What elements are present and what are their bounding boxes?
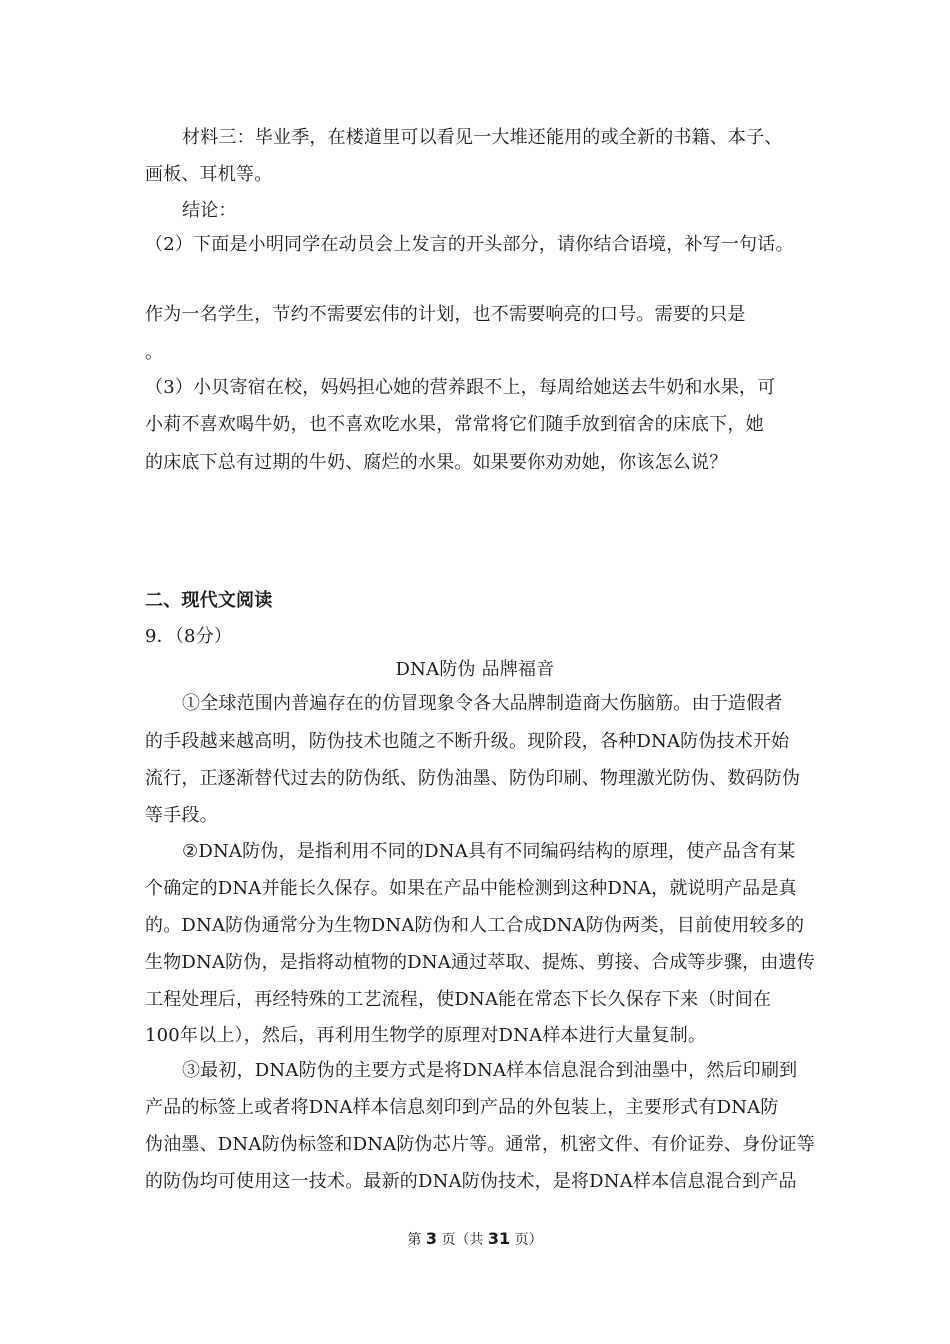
paragraph-2-line-4: 生物DNA防伪，是指将动植物的DNA通过萃取、提炼、剪接、合成等步骤，由遗传 xyxy=(145,952,815,973)
paragraph-2-line-1: ②DNA防伪，是指利用不同的DNA具有不同编码结构的原理，使产品含有某 xyxy=(182,841,796,862)
paragraph-3-line-1: ③最初，DNA防伪的主要方式是将DNA样本信息混合到油墨中，然后印刷到 xyxy=(182,1060,798,1081)
paragraph-2-line-3: 的。DNA防伪通常分为生物DNA防伪和人工合成DNA防伪两类，目前使用较多的 xyxy=(145,915,805,936)
page-footer xyxy=(0,1229,950,1250)
paragraph-3-line-3: 伪油墨、DNA防伪标签和DNA防伪芯片等。通常，机密文件、有价证券、身份证等 xyxy=(145,1134,815,1155)
question-3-line-2: 小莉不喜欢喝牛奶，也不喜欢吃水果，常常将它们随手放到宿舍的床底下，她 xyxy=(145,414,764,435)
paragraph-2-line-6: 100年以上），然后，再利用生物学的原理对DNA样本进行大量复制。 xyxy=(145,1025,707,1046)
paragraph-1-line-4: 等手段。 xyxy=(145,805,218,826)
paragraph-1-line-1: ①全球范围内普遍存在的仿冒现象令各大品牌制造商大伤脑筋。由于造假者 xyxy=(182,693,783,714)
paragraph-1-line-3: 流行，正逐渐替代过去的防伪纸、防伪油墨、防伪印刷、物理激光防伪、数码防伪 xyxy=(145,768,801,789)
footer-page-number: 3 xyxy=(425,1229,437,1248)
material-three-line-2: 画板、耳机等。 xyxy=(145,164,273,185)
speech-opening-line-1: 作为一名学生，节约不需要宏伟的计划，也不需要响亮的口号。需要的只是 xyxy=(145,304,746,325)
footer-suffix: 页） xyxy=(514,1232,543,1248)
paragraph-1-line-2: 的手段越来越高明，防伪技术也随之不断升级。现阶段，各种DNA防伪技术开始 xyxy=(145,731,790,752)
section-heading: 二、现代文阅读 xyxy=(145,590,273,611)
paragraph-3-line-4: 的防伪均可使用这一技术。最新的DNA防伪技术，是将DNA样本信息混合到产品 xyxy=(145,1171,797,1192)
footer-total-pages: 31 xyxy=(487,1229,511,1248)
footer-prefix: 第 xyxy=(407,1232,422,1248)
conclusion-label: 结论： xyxy=(182,200,237,221)
question-3-line-3: 的床底下总有过期的牛奶、腐烂的水果。如果要你劝劝她，你该怎么说？ xyxy=(145,452,728,473)
material-three-line-1: 材料三：毕业季，在楼道里可以看见一大堆还能用的或全新的书籍、本子、 xyxy=(182,127,783,148)
question-9-label: 9．（8分） xyxy=(145,626,233,647)
article-title: DNA防伪 品牌福音 xyxy=(395,659,555,680)
speech-opening-line-2: 。 xyxy=(145,342,164,363)
footer-middle: 页（共 xyxy=(441,1232,484,1248)
paragraph-3-line-2: 产品的标签上或者将DNA样本信息刻印到产品的外包装上，主要形式有DNA防 xyxy=(145,1097,779,1118)
paragraph-2-line-5: 工程处理后，再经特殊的工艺流程，使DNA能在常态下长久保存下来（时间在 xyxy=(145,989,772,1010)
question-2-prompt: （2）下面是小明同学在动员会上发言的开头部分，请你结合语境，补写一句话。 xyxy=(145,234,794,255)
question-3-line-1: （3）小贝寄宿在校，妈妈担心她的营养跟不上，每周给她送去牛奶和水果，可 xyxy=(145,377,776,398)
paragraph-2-line-2: 个确定的DNA并能长久保存。如果在产品中能检测到这种DNA，就说明产品是真 xyxy=(145,878,797,899)
